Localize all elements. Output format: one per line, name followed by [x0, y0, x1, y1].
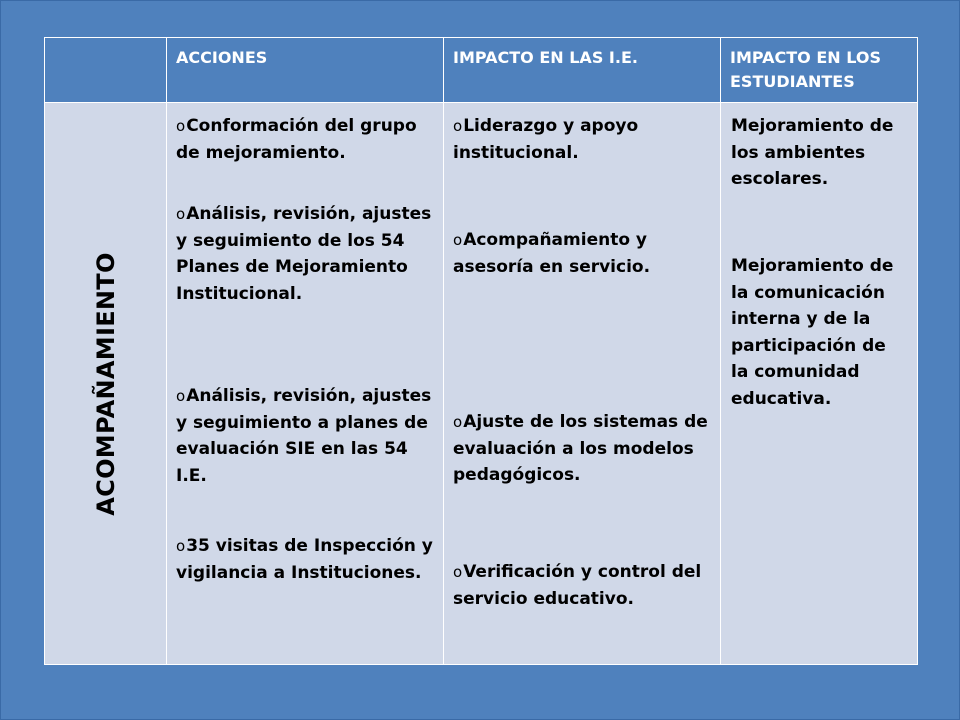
bullet-icon: o	[176, 387, 186, 405]
impacto-estudiantes-text: Mejoramiento de la comunicación interna y de la participación de la comunidad educativa.	[731, 256, 894, 409]
impact-table	[44, 37, 918, 665]
impacto-estudiantes-cell	[721, 103, 918, 665]
list-item	[453, 113, 712, 166]
body-row	[45, 103, 918, 665]
row-label-cell	[45, 103, 167, 665]
bullet-icon: o	[453, 413, 463, 431]
acciones-text: Análisis, revisión, ajustes y seguimiento a planes de evaluación SIE en las 54 I.E.	[176, 386, 432, 486]
impacto-ie-text: Ajuste de los sistemas de evaluación a los modelos pedagógicos.	[453, 412, 708, 485]
impacto-ie-text: Acompañamiento y asesoría en servicio.	[453, 230, 651, 277]
impacto-ie-text: Liderazgo y apoyo institucional.	[453, 116, 639, 163]
bullet-icon: o	[453, 117, 463, 135]
bullet-icon: o	[176, 205, 186, 223]
header-impacto-estudiantes	[721, 38, 918, 103]
header-row	[45, 38, 918, 103]
impacto-estudiantes-text: Mejoramiento de los ambientes escolares.	[731, 116, 894, 189]
acciones-text: 35 visitas de Inspección y vigilancia a Instituciones.	[176, 536, 433, 583]
impacto-ie-text: Verificación y control del servicio educativo.	[453, 562, 702, 609]
list-item	[453, 559, 712, 612]
acciones-text: Análisis, revisión, ajustes y seguimiento de los 54 Planes de Mejoramiento Institucional.	[176, 204, 432, 304]
list-item	[453, 409, 712, 489]
header-acciones	[167, 38, 444, 103]
bullet-icon: o	[176, 537, 186, 555]
header-acciones-label: ACCIONES	[176, 48, 268, 67]
impacto-ie-cell	[444, 103, 721, 665]
bullet-icon: o	[453, 563, 463, 581]
bullet-icon: o	[453, 231, 463, 249]
header-impacto-ie	[444, 38, 721, 103]
header-empty-cell	[45, 38, 167, 103]
list-item	[176, 533, 435, 586]
header-impacto-estudiantes-label: IMPACTO EN LOS ESTUDIANTES	[730, 48, 881, 91]
list-item	[453, 227, 712, 280]
list-item	[176, 383, 435, 489]
row-label: ACOMPAÑAMIENTO	[91, 251, 120, 516]
header-impacto-ie-label: IMPACTO EN LAS I.E.	[453, 48, 638, 67]
list-item	[176, 113, 435, 166]
acciones-text: Conformación del grupo de mejoramiento.	[176, 116, 417, 163]
acciones-cell	[167, 103, 444, 665]
bullet-icon: o	[176, 117, 186, 135]
list-item	[176, 201, 435, 307]
